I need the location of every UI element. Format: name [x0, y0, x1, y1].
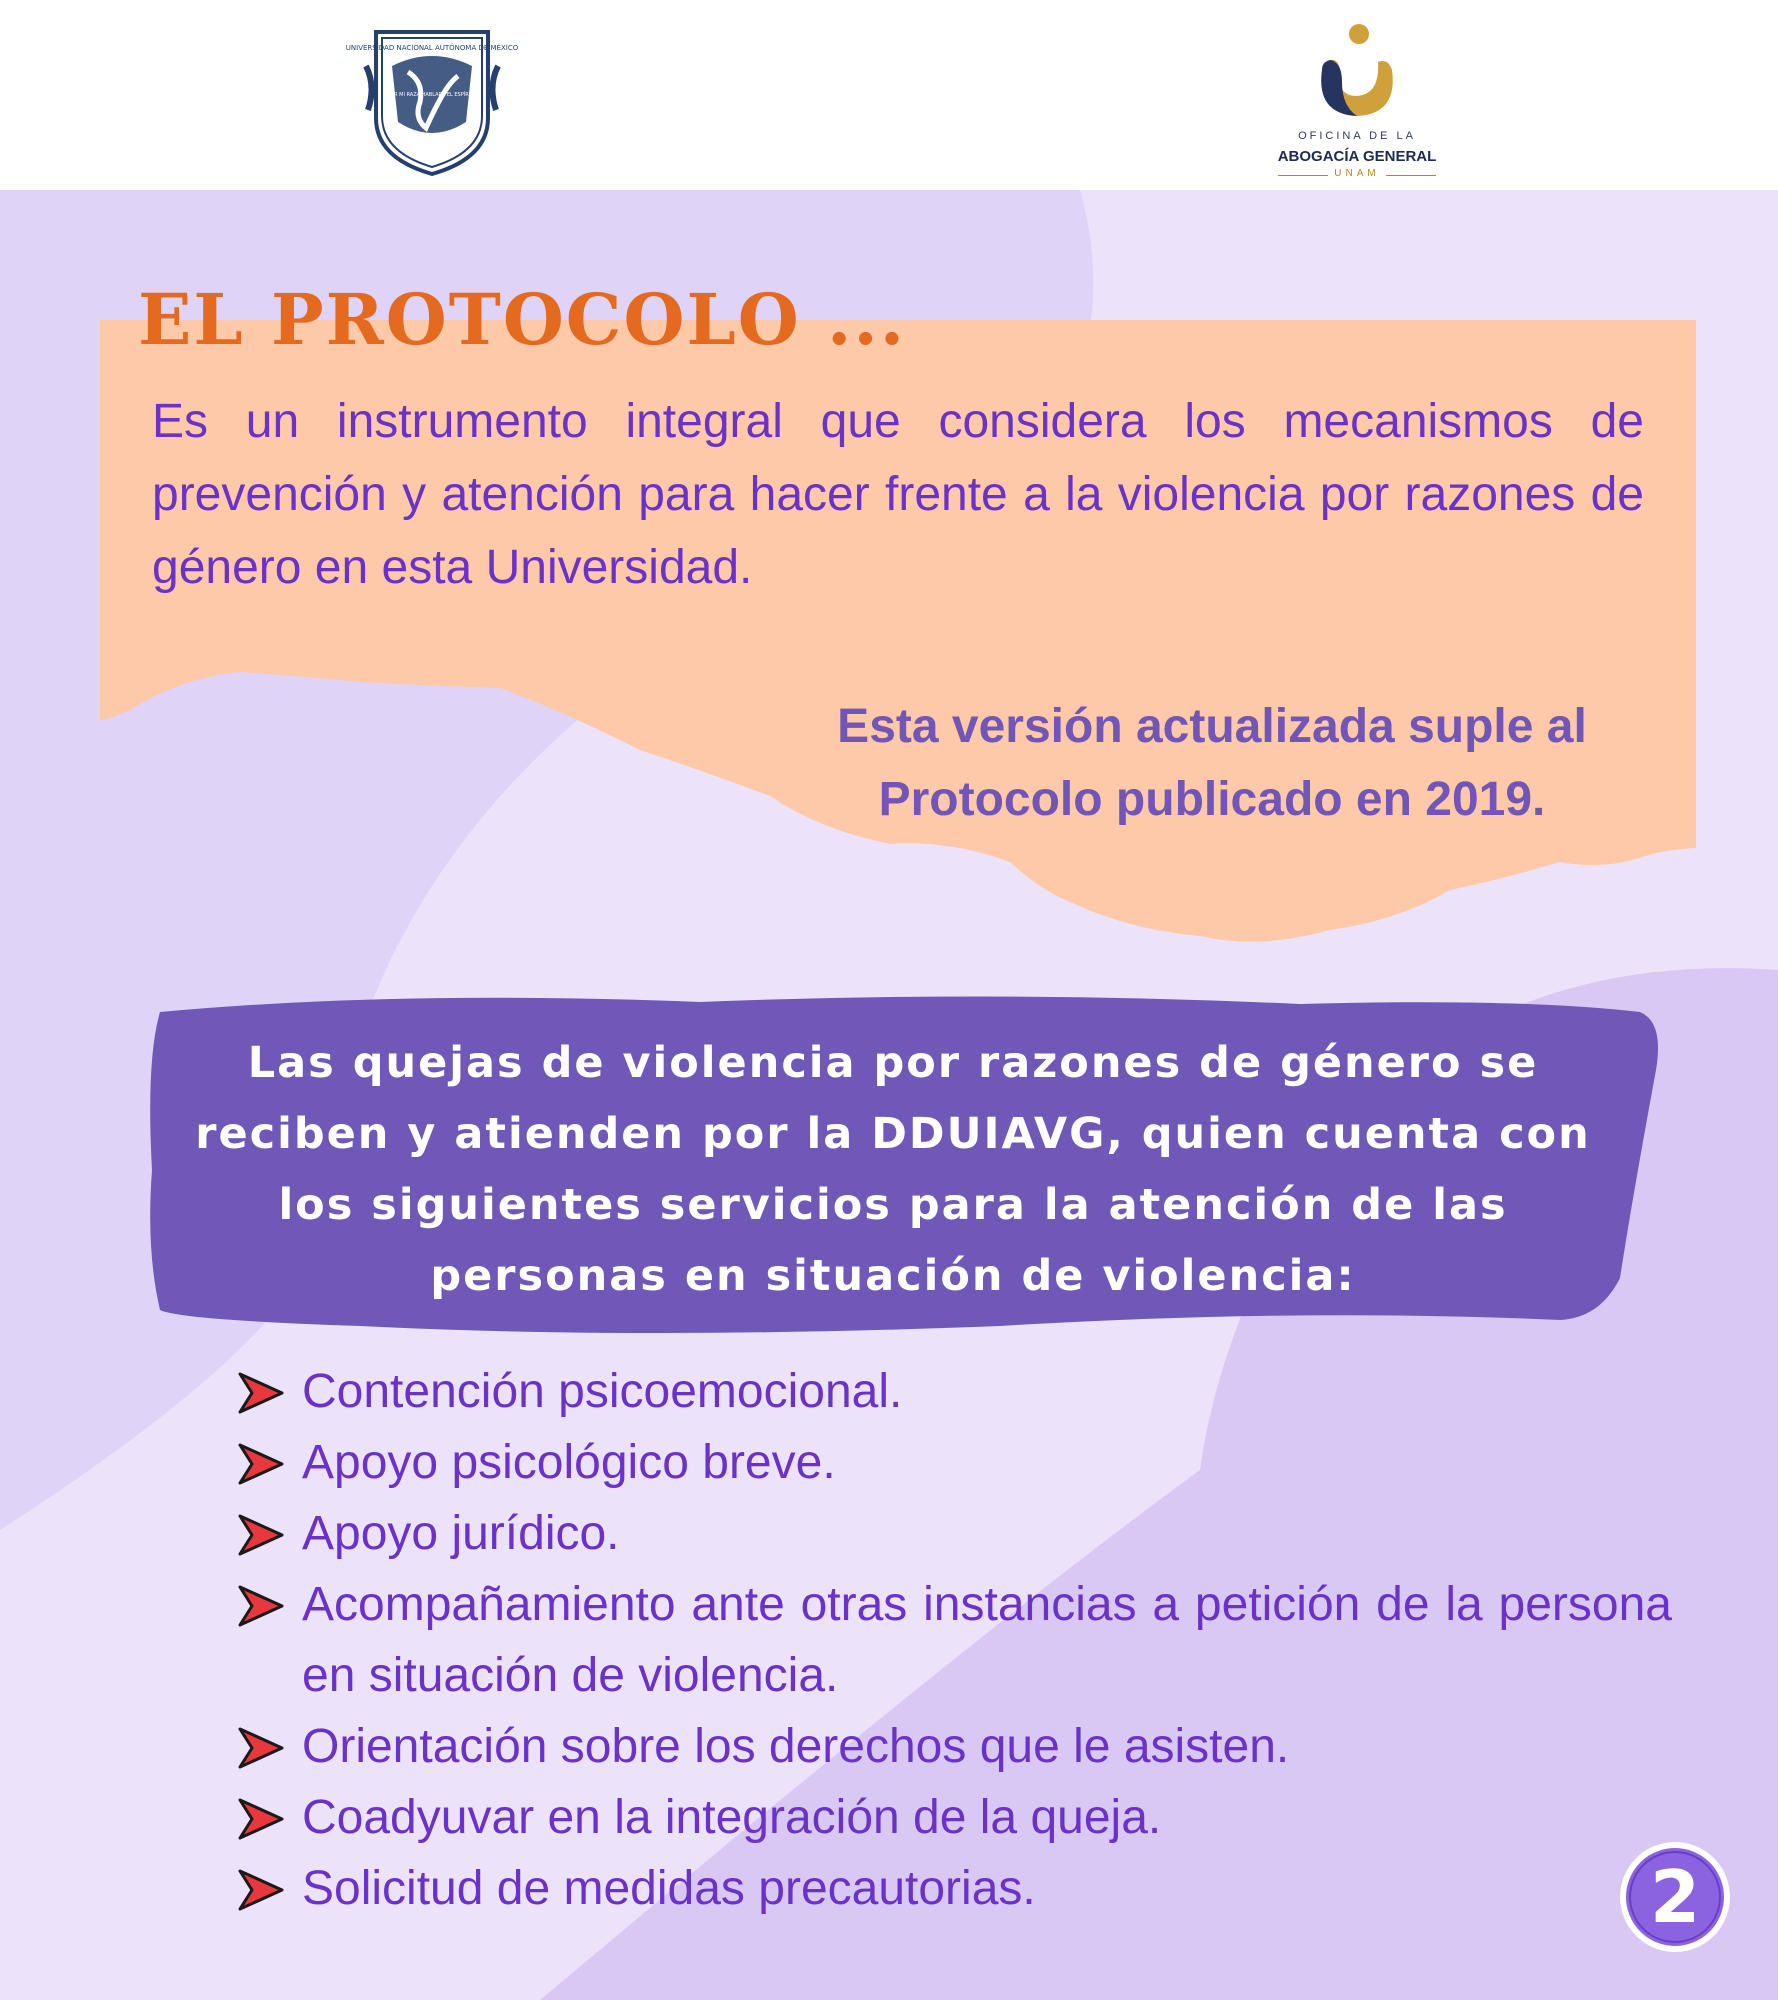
service-text: Solicitud de medidas precautorias. — [302, 1862, 1036, 1915]
service-text: Orientación sobre los derechos que le asisten. — [302, 1720, 1290, 1773]
list-item — [232, 1782, 1672, 1853]
chevron-right-icon — [238, 1727, 284, 1769]
banner-text: Las quejas de violencia por razones de género se reciben y atienden por la DDUIAVG, quien cuenta con los siguientes servicios para la atención de las personas en situación de violencia: — [195, 1038, 1591, 1301]
oag-line3: UNAM — [1334, 168, 1380, 179]
list-item — [232, 1498, 1672, 1569]
chevron-right-icon — [238, 1798, 284, 1840]
chevron-right-icon — [238, 1372, 284, 1414]
page-number-badge — [1618, 1840, 1732, 1954]
list-item — [232, 1427, 1672, 1498]
service-text: Apoyo psicológico breve. — [302, 1436, 836, 1489]
unam-logo-text: UNIVERSIDAD NACIONAL AUTÓNOMA DE MÉXICO — [345, 44, 519, 52]
oag-rule-right — [1386, 175, 1436, 176]
header — [0, 0, 1778, 190]
section-title: EL PROTOCOLO ... — [138, 278, 907, 361]
chevron-right-icon — [238, 1869, 284, 1911]
chevron-right-icon — [238, 1514, 284, 1556]
list-item — [232, 1711, 1672, 1782]
list-item — [232, 1356, 1672, 1427]
list-item — [232, 1569, 1672, 1711]
chevron-right-icon — [238, 1443, 284, 1485]
chevron-right-icon — [238, 1585, 284, 1627]
service-text: Contención psicoemocional. — [302, 1365, 903, 1418]
service-text: Acompañamiento ante otras instancias a petición de la persona en situación de violencia. — [302, 1578, 1672, 1702]
services-list — [232, 1356, 1672, 1924]
service-text: Apoyo jurídico. — [302, 1507, 620, 1560]
service-text: Coadyuvar en la integración de la queja. — [302, 1791, 1162, 1844]
update-note: Esta versión actualizada suple al Protocolo publicado en 2019. — [837, 700, 1587, 826]
intro-paragraph: Es un instrumento integral que considera los mecanismos de prevención y atención para hacer frente a la violencia por razones de género en esta Universidad. — [152, 395, 1644, 594]
oag-emblem-icon — [1262, 22, 1452, 126]
oag-line1: OFICINA DE LA — [1298, 130, 1416, 142]
list-item — [232, 1853, 1672, 1924]
unam-seal-logo — [345, 26, 519, 180]
oag-logo — [1262, 22, 1452, 182]
page-number: 2 — [1649, 1855, 1701, 1939]
oag-line2: ABOGACÍA GENERAL — [1277, 148, 1437, 165]
unam-motto: POR MI RAZA HABLARÁ EL ESPÍRITU — [387, 92, 477, 98]
